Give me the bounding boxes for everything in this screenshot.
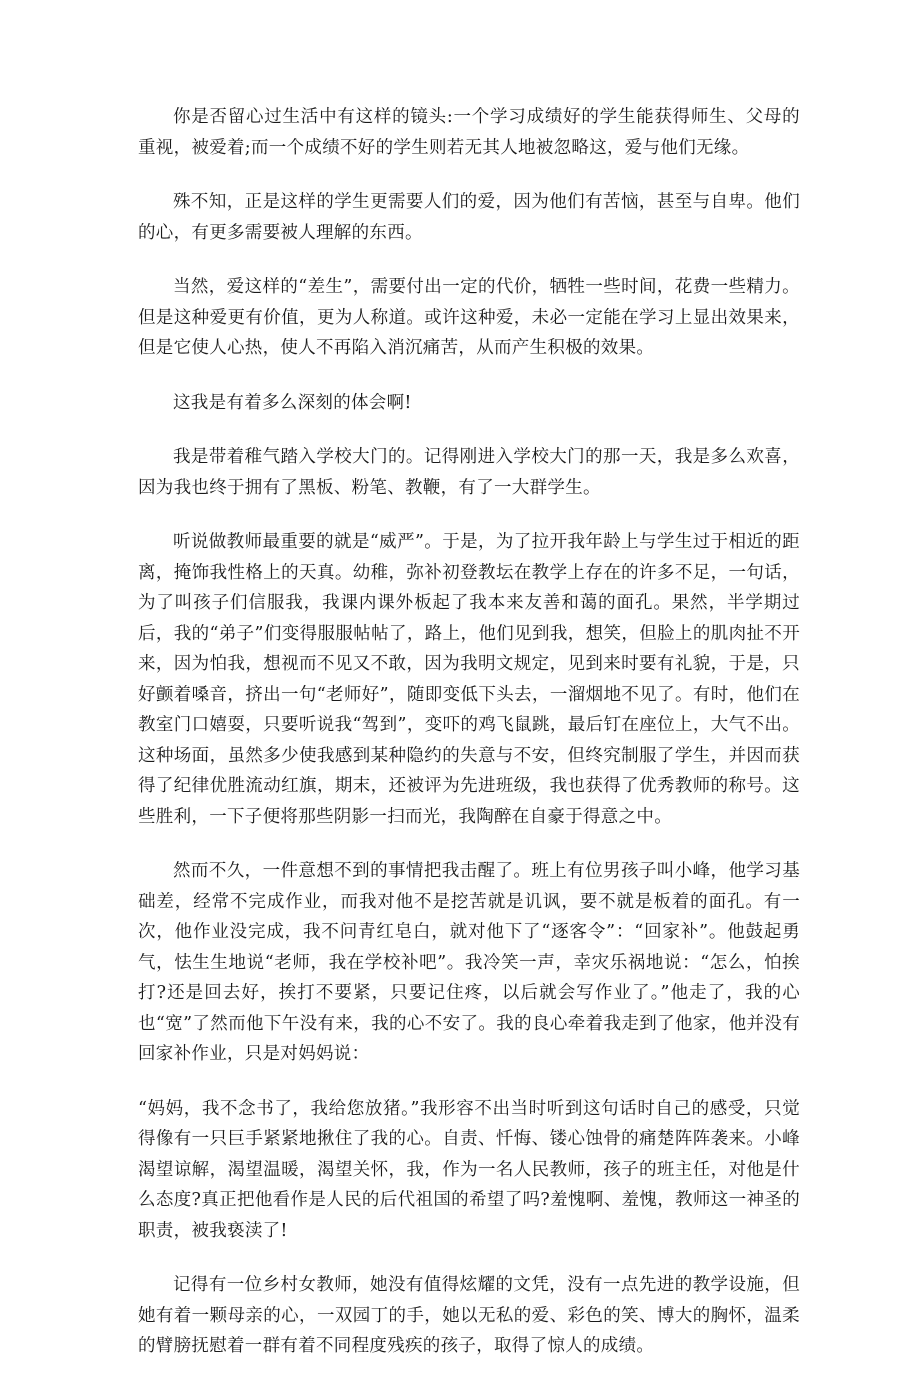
paragraph-3: 当然，爱这样的“差生”，需要付出一定的代价，牺牲一些时间，花费一些精力。但是这种爱更有价值，更为人称道。或许这种爱，未必一定能在学习上显出效果来，但是它使人心热，使人不再陷入消沉痛苦，从而产生积极的效果。 <box>138 277 800 358</box>
paragraph-6: 听说做教师最重要的就是“威严”。于是，为了拉开我年龄上与学生过于相近的距离，掩饰我性格上的天真。幼稚，弥补初登教坛在教学上存在的许多不足，一句话，为了叫孩子们信服我，我课内课外板起了我本来友善和蔼的面孔。果然，半学期过后，我的“弟子”们变得服服帖帖了，路上，他们见到我，想笑，但脸上的肌肉扯不开来，因为怕我，想视而不见又不敢，因为我明文规定，见到来时要有礼貌，于是，只好颤着嗓音，挤出一句“老师好”，随即变低下头去，一溜烟地不见了。有时，他们在教室门口嬉耍，只要听说我“驾到”，变吓的鸡飞鼠跳，最后钉在座位上，大气不出。这种场面，虽然多少使我感到某种隐约的失意与不安，但终究制服了学生，并因而获得了纪律优胜流动红旗，期末，还被评为先进班级，我也获得了优秀教师的称号。这些胜利，一下子便将那些阴影一扫而光，我陶醉在自豪于得意之中。 <box>138 532 800 827</box>
paragraph-4: 这我是有着多么深刻的体会啊! <box>173 392 412 413</box>
document-body <box>138 102 800 1386</box>
paragraph-5: 我是带着稚气踏入学校大门的。记得刚进入学校大门的那一天，我是多么欢喜，因为我也终于拥有了黑板、粉笔、教鞭，有了一大群学生。 <box>138 447 800 498</box>
paragraph-2: 殊不知，正是这样的学生更需要人们的爱，因为他们有苦恼，甚至与自卑。他们的心，有更多需要被人理解的东西。 <box>138 192 800 243</box>
paragraph-1: 你是否留心过生活中有这样的镜头:一个学习成绩好的学生能获得师生、父母的重视，被爱着;而一个成绩不好的学生则若无其人地被忽略这，爱与他们无缘。 <box>138 107 800 158</box>
paragraph-8: “妈妈，我不念书了，我给您放猪。”我形容不出当时听到这句话时自己的感受，只觉得像有一只巨手紧紧地揪住了我的心。自责、忏悔、镂心蚀骨的痛楚阵阵袭来。小峰渴望谅解，渴望温暖，渴望关怀，我，作为一名人民教师，孩子的班主任，对他是什么态度?真正把他看作是人民的后代祖国的希望了吗?羞愧啊、羞愧，教师这一神圣的职责，被我亵渎了! <box>138 1098 800 1241</box>
paragraph-9: 记得有一位乡村女教师，她没有值得炫耀的文凭，没有一点先进的教学设施，但她有着一颗母亲的心，一双园丁的手，她以无私的爱、彩色的笑、博大的胸怀，温柔的臂膀抚慰着一群有着不同程度残疾的孩子，取得了惊人的成绩。 <box>138 1275 800 1356</box>
paragraph-7: 然而不久，一件意想不到的事情把我击醒了。班上有位男孩子叫小峰，他学习基础差，经常不完成作业，而我对他不是挖苦就是讥讽，要不就是板着的面孔。有一次，他作业没完成，我不问青红皂白，就对他下了“逐客令”：“回家补”。他鼓起勇气，怯生生地说“老师，我在学校补吧”。我冷笑一声，幸灾乐祸地说：“怎么，怕挨打?还是回去好，挨打不要紧，只要记住疼，以后就会写作业了。”他走了，我的心也“宽”了然而他下午没有来，我的心不安了。我的良心牵着我走到了他家，他并没有回家补作业，只是对妈妈说： <box>138 861 800 1064</box>
